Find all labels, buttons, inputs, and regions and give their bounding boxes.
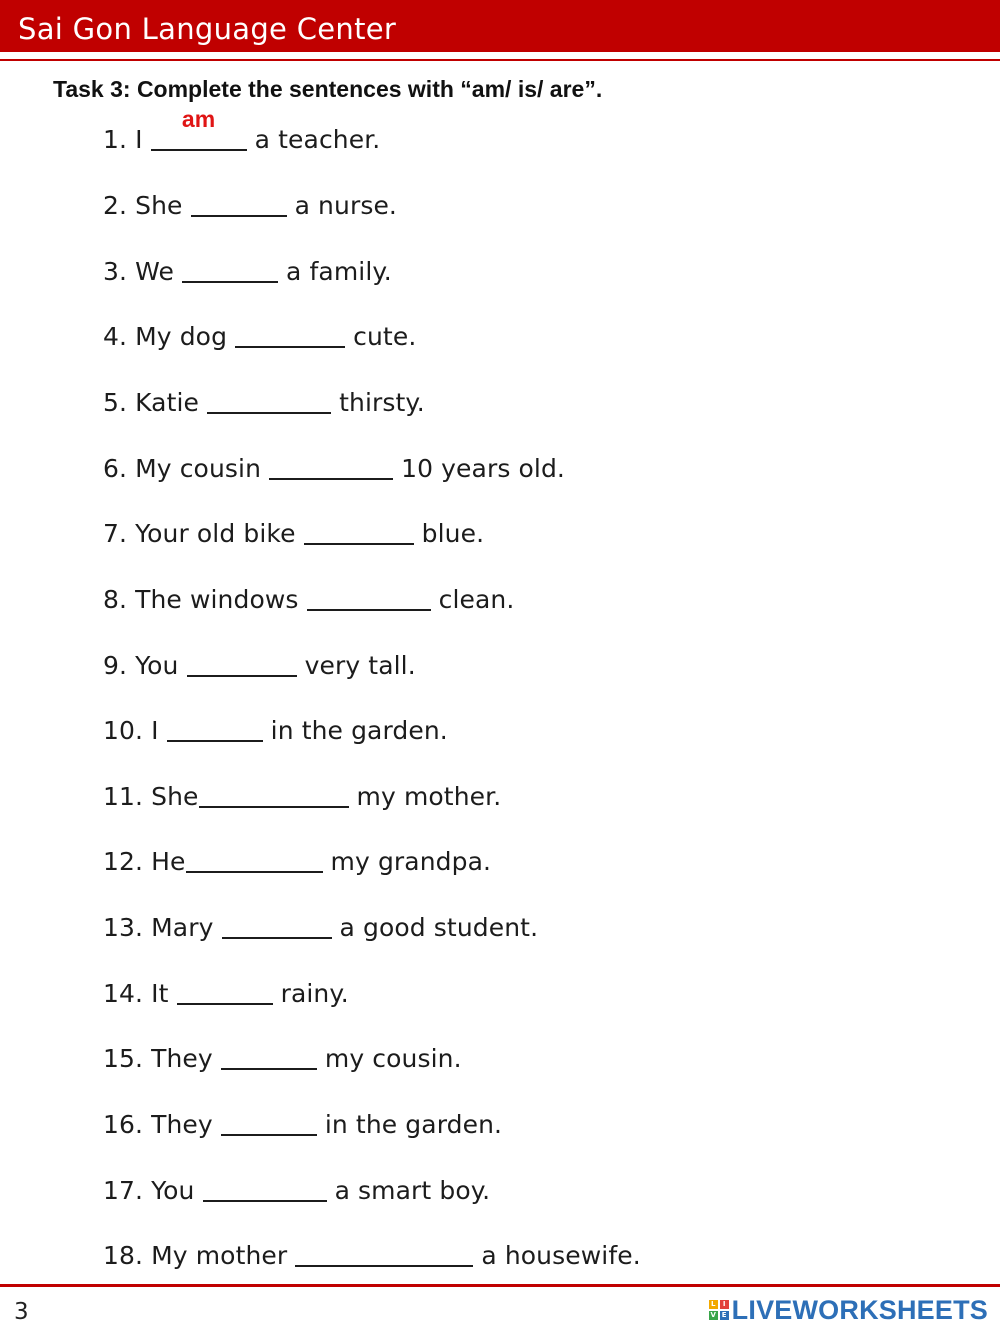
header-title: Sai Gon Language Center: [18, 12, 397, 46]
logo-letter: I: [720, 1300, 729, 1309]
sentence-prefix: 7. Your old bike: [103, 519, 304, 548]
page-number: 3: [14, 1299, 29, 1325]
sentence-suffix: my cousin.: [316, 1044, 462, 1073]
answer-blank-13[interactable]: [222, 935, 332, 936]
sentence-prefix: 8. The windows: [103, 585, 307, 614]
sentence-suffix: a smart boy.: [326, 1176, 491, 1205]
blank-underline: [203, 1200, 327, 1202]
sentence-prefix: 10. I: [103, 716, 167, 745]
sentence-prefix: 11. She: [103, 782, 199, 811]
answer-blank-10[interactable]: [167, 738, 263, 739]
sentence-suffix: 10 years old.: [393, 454, 565, 483]
answer-blank-15[interactable]: [221, 1066, 317, 1067]
answer-blank-3[interactable]: [182, 279, 278, 280]
footer-divider: [0, 1284, 1000, 1287]
answer-blank-2[interactable]: [191, 213, 287, 214]
sentence-16: [103, 1109, 502, 1141]
answer-blank-4[interactable]: [235, 344, 345, 345]
sentence-suffix: cute.: [345, 322, 417, 351]
sentence-3: [103, 256, 392, 288]
sentence-12: [103, 846, 491, 878]
sentence-suffix: clean.: [430, 585, 515, 614]
header-divider: [0, 59, 1000, 61]
sentence-prefix: 1. I: [103, 125, 151, 154]
sentence-15: [103, 1043, 462, 1075]
sentence-18: [103, 1240, 641, 1272]
sentence-4: [103, 321, 416, 353]
sentence-suffix: my grandpa.: [322, 847, 492, 876]
sentence-prefix: 14. It: [103, 979, 177, 1008]
blank-underline: [186, 871, 323, 873]
blank-underline: [269, 478, 393, 480]
answer-text: am: [181, 106, 216, 132]
sentence-prefix: 17. You: [103, 1176, 203, 1205]
blank-underline: [295, 1265, 473, 1267]
answer-blank-17[interactable]: [203, 1198, 327, 1199]
sentence-14: [103, 978, 349, 1010]
blank-underline: [191, 215, 287, 217]
sentence-suffix: my mother.: [348, 782, 502, 811]
answer-blank-18[interactable]: [295, 1263, 473, 1264]
answer-blank-6[interactable]: [269, 476, 393, 477]
sentence-suffix: a good student.: [331, 913, 539, 942]
sentence-prefix: 5. Katie: [103, 388, 208, 417]
blank-underline: [187, 675, 297, 677]
sentence-6: [103, 453, 565, 485]
sentence-suffix: rainy.: [272, 979, 349, 1008]
blank-underline: [304, 543, 414, 545]
sentence-suffix: a family.: [277, 257, 392, 286]
sentence-7: [103, 518, 484, 550]
sentence-8: [103, 584, 514, 616]
blank-underline: [167, 740, 263, 742]
sentence-suffix: in the garden.: [316, 1110, 503, 1139]
blank-underline: [221, 1068, 317, 1070]
sentence-2: [103, 190, 397, 222]
blank-underline: [222, 937, 332, 939]
answer-blank-5[interactable]: [207, 410, 331, 411]
sentence-5: [103, 387, 425, 419]
sentence-suffix: a teacher.: [246, 125, 381, 154]
sentence-prefix: 6. My cousin: [103, 454, 270, 483]
logo-letter: V: [710, 1311, 716, 1319]
sentence-prefix: 13. Mary: [103, 913, 222, 942]
blank-underline: [177, 1003, 273, 1005]
blank-underline: [182, 281, 278, 283]
sentence-prefix: 2. She: [103, 191, 191, 220]
header-bar: [0, 0, 1000, 52]
task-title: Task 3: Complete the sentences with “am/ is/ are”.: [53, 76, 603, 102]
sentence-10: [103, 715, 448, 747]
blank-underline: [307, 609, 431, 611]
liveworksheets-logo-text: LIVEWORKSHEETS: [731, 1294, 988, 1325]
blank-underline: [207, 412, 331, 414]
sentence-prefix: 16. They: [103, 1110, 221, 1139]
answer-blank-14[interactable]: [177, 1001, 273, 1002]
sentence-suffix: very tall.: [296, 651, 416, 680]
sentence-1: [103, 106, 381, 156]
sentence-prefix: 9. You: [103, 651, 187, 680]
sentence-suffix: a nurse.: [286, 191, 397, 220]
logo-letter: L: [709, 1300, 718, 1309]
liveworksheets-grid-icon: [709, 1300, 729, 1320]
sentence-suffix: thirsty.: [331, 388, 425, 417]
blank-underline: [221, 1134, 317, 1136]
sentence-prefix: 15. They: [103, 1044, 221, 1073]
sentence-prefix: 4. My dog: [103, 322, 236, 351]
answer-blank-7[interactable]: [304, 541, 414, 542]
answer-blank-11[interactable]: [199, 804, 349, 805]
answer-blank-8[interactable]: [307, 607, 431, 608]
answer-blank-9[interactable]: [187, 673, 297, 674]
sentence-17: [103, 1175, 490, 1207]
sentence-suffix: blue.: [413, 519, 485, 548]
answer-blank-1[interactable]: [151, 106, 247, 148]
blank-underline: [151, 149, 247, 151]
answer-blank-12[interactable]: [186, 869, 323, 870]
blank-underline: [199, 806, 349, 808]
sentence-suffix: in the garden.: [262, 716, 448, 745]
sentence-11: [103, 781, 501, 813]
sentence-suffix: a housewife.: [473, 1241, 641, 1270]
answer-blank-16[interactable]: [221, 1132, 317, 1133]
logo-letter: E: [720, 1311, 729, 1320]
liveworksheets-logo: [709, 1293, 988, 1327]
sentence-prefix: 12. He: [103, 847, 186, 876]
blank-underline: [235, 346, 345, 348]
sentence-prefix: 3. We: [103, 257, 182, 286]
sentence-13: [103, 912, 538, 944]
sentence-prefix: 18. My mother: [103, 1241, 296, 1270]
sentence-9: [103, 650, 416, 682]
